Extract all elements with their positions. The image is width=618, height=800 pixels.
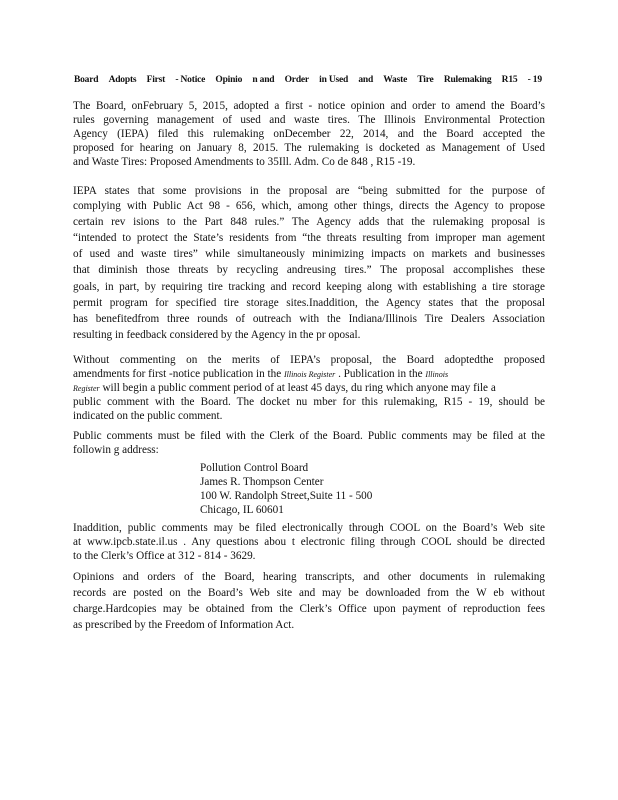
para3-text: . Publication in the — [338, 368, 423, 380]
heading-word: Waste — [383, 75, 408, 85]
heading-word: R15 — [501, 75, 518, 85]
para2-line: IEPA states that some provisions in the proposal are “being submitted for the purpose of — [73, 185, 545, 197]
address-line: James R. Thompson Center — [200, 476, 324, 488]
heading-word: Order — [284, 75, 309, 85]
para6-line: charge.Hardcopies may be obtained from the Clerk’s Office upon payment of reproduction fees — [73, 603, 545, 615]
para5-line: Inaddition, public comments may be filed electronically through COOL on the Board’s Web site — [73, 522, 545, 534]
para1-line: and Waste Tires: Proposed Amendments to 35Ill. Adm. Co de 848 , R15 -19. — [73, 156, 416, 168]
heading-word: Opinio — [215, 75, 243, 85]
heading-word: - 19 — [527, 75, 542, 85]
para1-line: The Board, onFebruary 5, 2015, adopted a first - notice opinion and order to amend the Board’s — [73, 100, 545, 112]
para2-line: that diminish those threats by recycling andreusing tires.” The proposal accomplishes these — [73, 264, 545, 276]
para3-text: amendments for first -notice publication in the — [73, 368, 282, 380]
journal-name: Illinois Register — [283, 370, 336, 379]
heading-word: and — [358, 75, 374, 85]
heading-word: Tire — [417, 75, 434, 85]
document-heading — [74, 75, 542, 85]
para2-line: “intended to protect the State’s residents from “the threats resulting from improper man agement — [73, 232, 545, 244]
para2-line: goals, in part, by requiring tire tracking and record keeping along with establishing a tire storage — [73, 281, 545, 293]
journal-name: Illinois — [425, 370, 449, 379]
para6-line: Opinions and orders of the Board, hearing transcripts, and other documents in rulemaking — [73, 571, 545, 583]
address-line: Chicago, IL 60601 — [200, 504, 284, 516]
para5-line: at www.ipcb.state.il.us . Any questions abou t electronic filing through COOL should be directed — [73, 536, 545, 548]
para5-line: to the Clerk’s Office at 312 - 814 - 3629. — [73, 550, 256, 562]
heading-word: Adopts — [108, 75, 137, 85]
heading-word: Board — [74, 75, 99, 85]
para2-line: has benefitedfrom three rounds of outreach with the Indiana/Illinois Tire Dealers Association — [73, 313, 545, 325]
para2-line: permit program for specified tire storage sites.Inaddition, the Agency states that the proposal — [73, 297, 545, 309]
journal-name: Register — [73, 384, 100, 393]
para3-text: will begin a public comment period of at least 45 days, du ring which anyone may file a — [102, 382, 496, 394]
para6-line: records are posted on the Board’s Web site and may be downloaded from the W eb without — [73, 587, 545, 599]
para2-line: certain rev isions to the Part 848 rules.” The Agency adds that the rulemaking proposal is — [73, 216, 545, 228]
para3-line: indicated on the public comment. — [73, 410, 223, 422]
para4-line: followin g address: — [73, 444, 159, 456]
para3-line: Without commenting on the merits of IEPA’s proposal, the Board adoptedthe proposed — [73, 354, 545, 366]
para1-line: Agency (IEPA) filed this rulemaking onDecember 22, 2014, and the Board accepted the — [73, 128, 545, 140]
heading-word: in Used — [319, 75, 349, 85]
para2-line: of used and waste tires” while simultaneously minimizing impacts on markets and businesses — [73, 248, 545, 260]
para4-line: Public comments must be filed with the Clerk of the Board. Public comments may be filed at the — [73, 430, 545, 442]
para1-line: proposed for hearing on January 8, 2015. The rulemaking is docketed as Management of Used — [73, 142, 545, 154]
heading-word: Rulemaking — [443, 75, 492, 85]
para3-line — [73, 381, 545, 396]
para2-line: complying with Public Act 98 - 656, which, among other things, directs the Agency to propose — [73, 200, 545, 212]
para6-line: as prescribed by the Freedom of Information Act. — [73, 619, 295, 631]
heading-word: - Notice — [175, 75, 206, 85]
para1-line: rules governing management of used and waste tires. The Illinois Environmental Protection — [73, 114, 545, 126]
heading-word: First — [146, 75, 166, 85]
heading-word: n and — [252, 75, 275, 85]
address-line: Pollution Control Board — [200, 462, 309, 474]
para3-line: public comment with the Board. The docket nu mber for this rulemaking, R15 - 19, should be — [73, 396, 545, 408]
address-line: 100 W. Randolph Street,Suite 11 - 500 — [200, 490, 373, 502]
para3-line — [73, 367, 545, 382]
para2-line: resulting in feedback considered by the Agency in the pr oposal. — [73, 329, 361, 341]
